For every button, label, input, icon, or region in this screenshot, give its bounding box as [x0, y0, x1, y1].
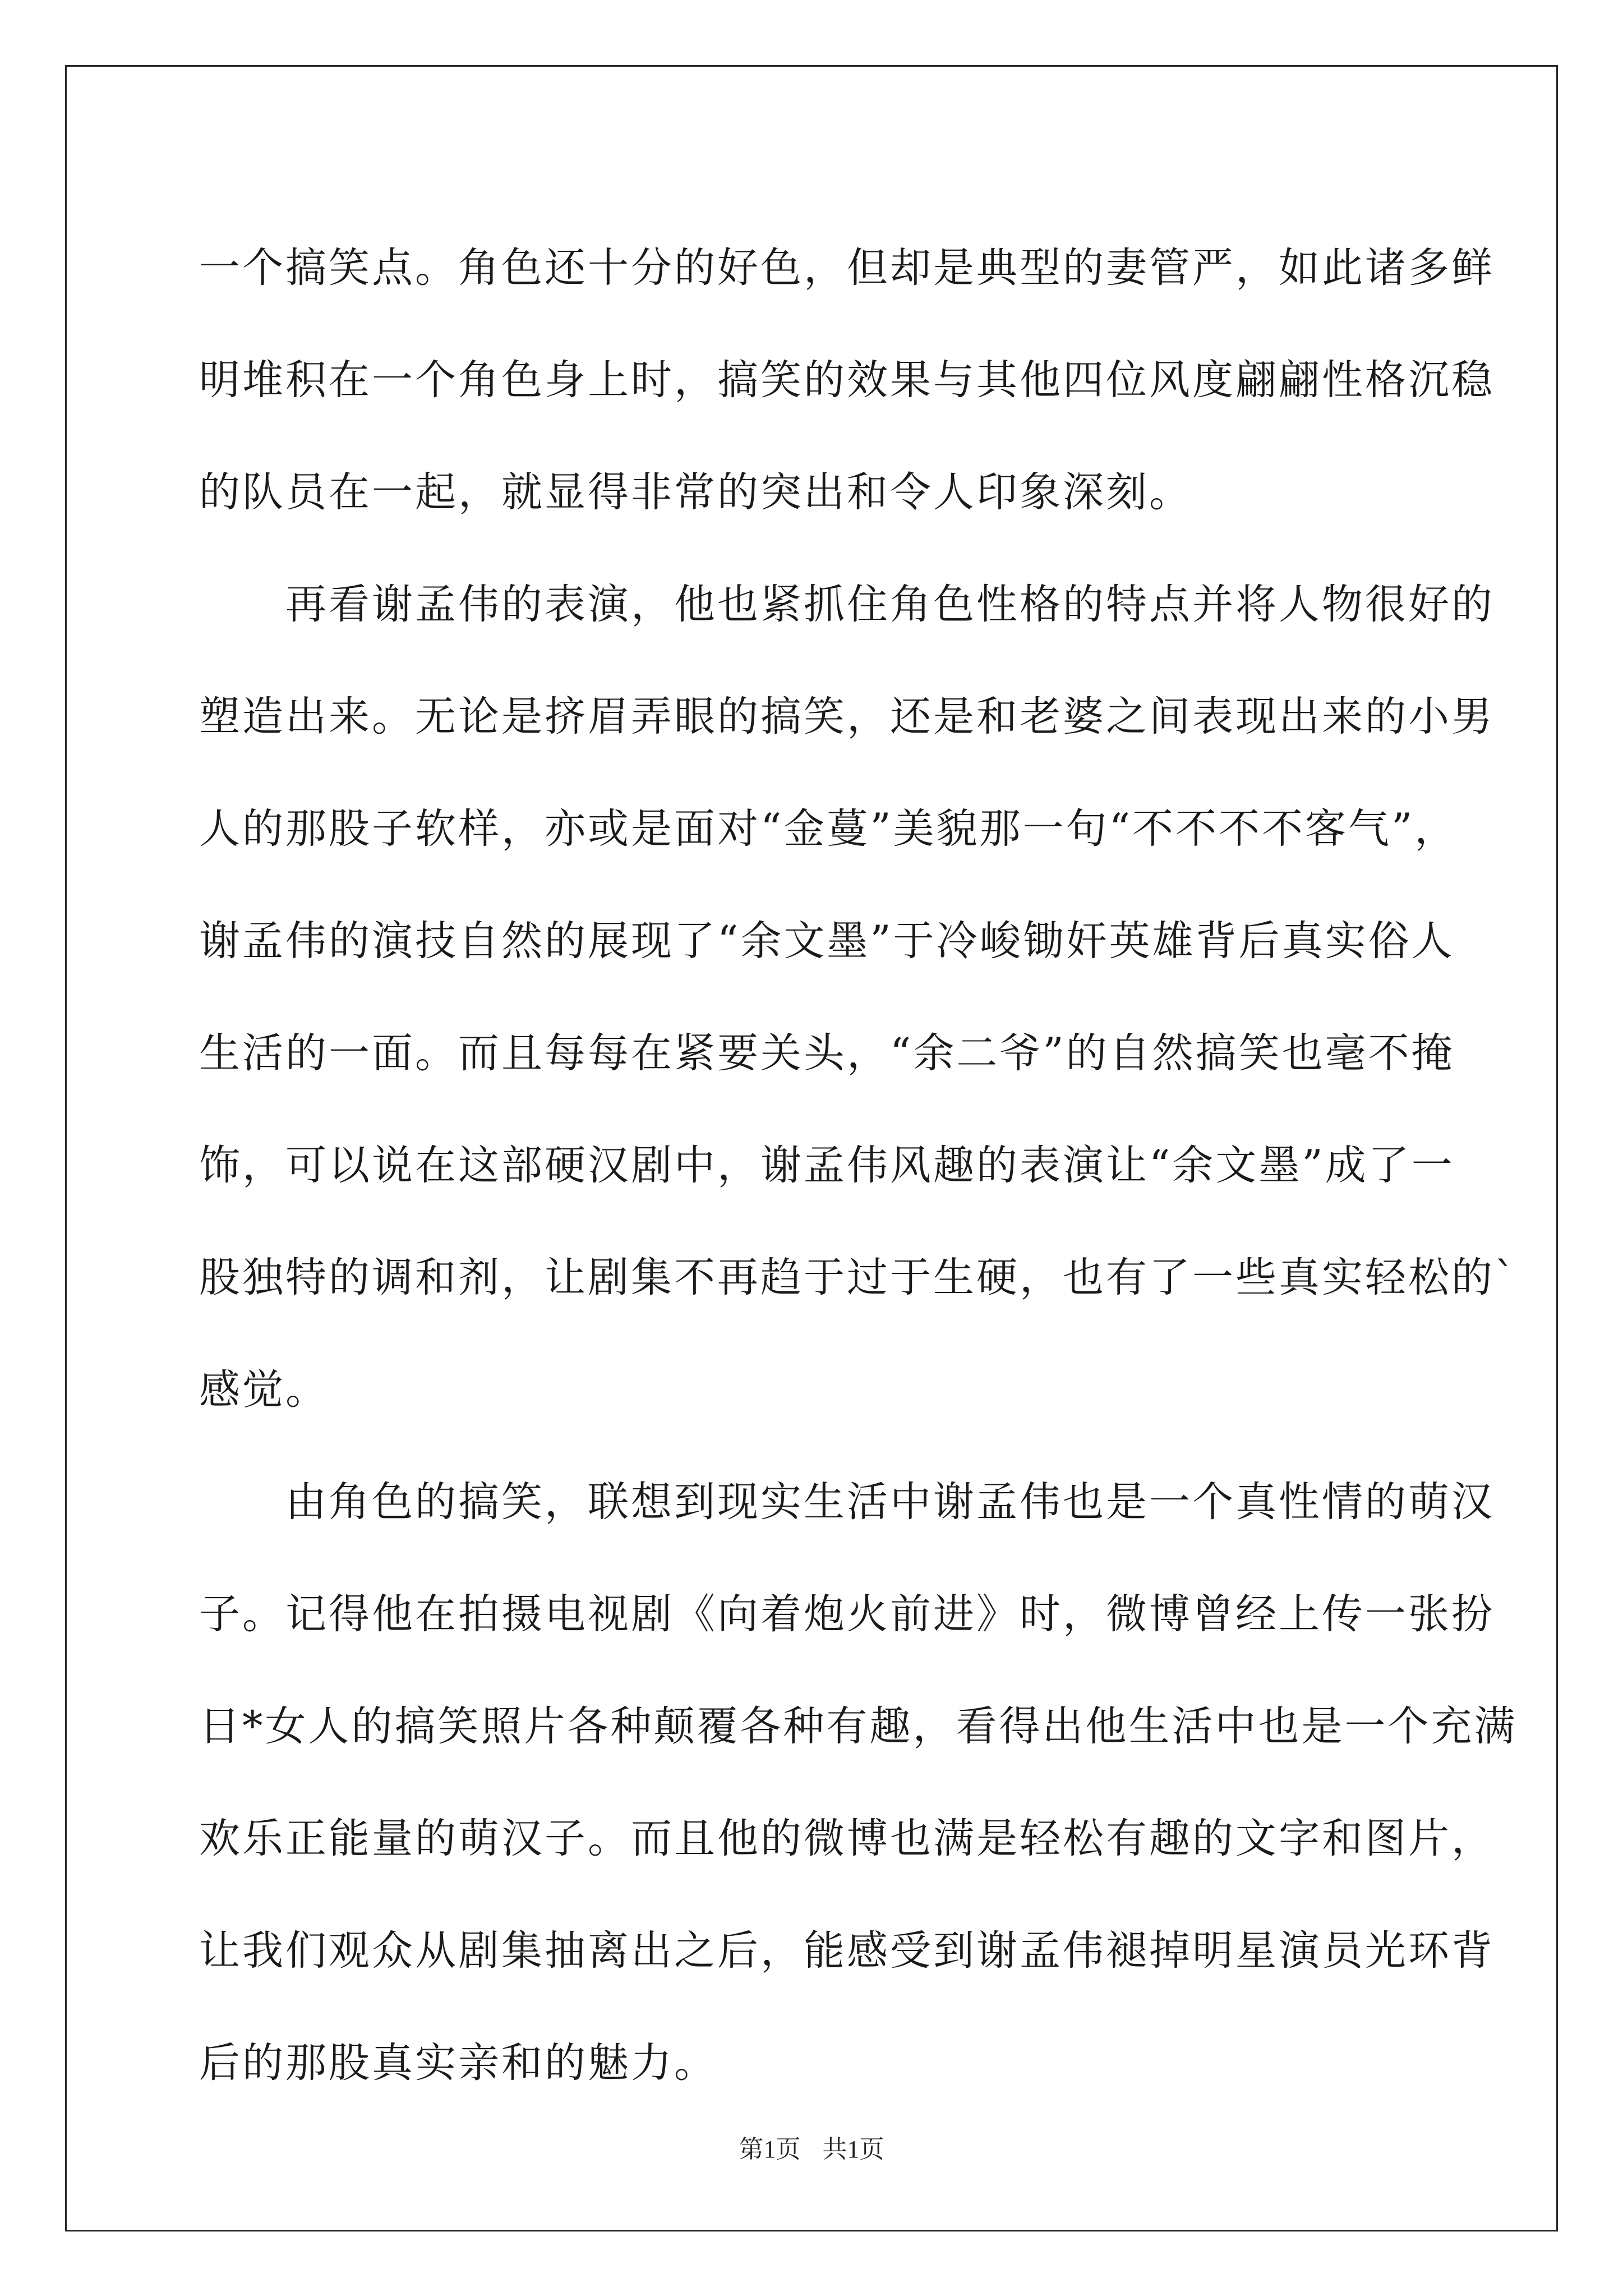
text-line: 塑造出来。无论是挤眉弄眼的搞笑，还是和老婆之间表现出来的小男 [199, 693, 1495, 740]
page-total: 共1页 [822, 2136, 884, 2163]
text-line: 一个搞笑点。角色还十分的好色，但却是典型的妻管严，如此诸多鲜 [199, 244, 1495, 292]
text-line: 欢乐正能量的萌汉子。而且他的微博也满是轻松有趣的文字和图片， [199, 1815, 1495, 1862]
page-number: 第1页 [739, 2136, 801, 2163]
document-body [199, 212, 1518, 2119]
text-line: 感觉。 [199, 1366, 329, 1414]
text-line: 人的那股子软样，亦或是面对“金蔓”美貌那一句“不不不不客气”， [199, 805, 1458, 853]
text-line: 明堆积在一个角色身上时，搞笑的效果与其他四位风度翩翩性格沉稳 [199, 356, 1495, 404]
paragraph-start-line: 再看谢孟伟的表演，他也紧抓住角色性格的特点并将人物很好的 [199, 581, 1495, 628]
text-line: 生活的一面。而且每每在紧要关头，“余二爷”的自然搞笑也毫不掩 [199, 1029, 1455, 1077]
paragraph-start-line: 由角色的搞笑，联想到现实生活中谢孟伟也是一个真性情的萌汉 [199, 1478, 1495, 1526]
text-line: 子。记得他在拍摄电视剧《向着炮火前进》时，微博曾经上传一张扮 [199, 1590, 1495, 1638]
text-line: 谢孟伟的演技自然的展现了“余文墨”于冷峻锄奸英雄背后真实俗人 [199, 917, 1455, 965]
text-line: 让我们观众从剧集抽离出之后，能感受到谢孟伟褪掉明星演员光环背 [199, 1927, 1495, 1975]
text-line: 日*女人的搞笑照片各种颠覆各种有趣，看得出他生活中也是一个充满 [199, 1703, 1518, 1750]
text-line: 后的那股真实亲和的魅力。 [199, 2039, 717, 2087]
text-line: 股独特的调和剂，让剧集不再趋于过于生硬，也有了一些真实轻松的` [199, 1254, 1518, 1301]
page-footer [0, 2133, 1623, 2166]
text-line: 的队员在一起，就显得非常的突出和令人印象深刻。 [199, 468, 1192, 516]
text-line: 饰，可以说在这部硬汉剧中，谢孟伟风趣的表演让“余文墨”成了一 [199, 1142, 1455, 1189]
